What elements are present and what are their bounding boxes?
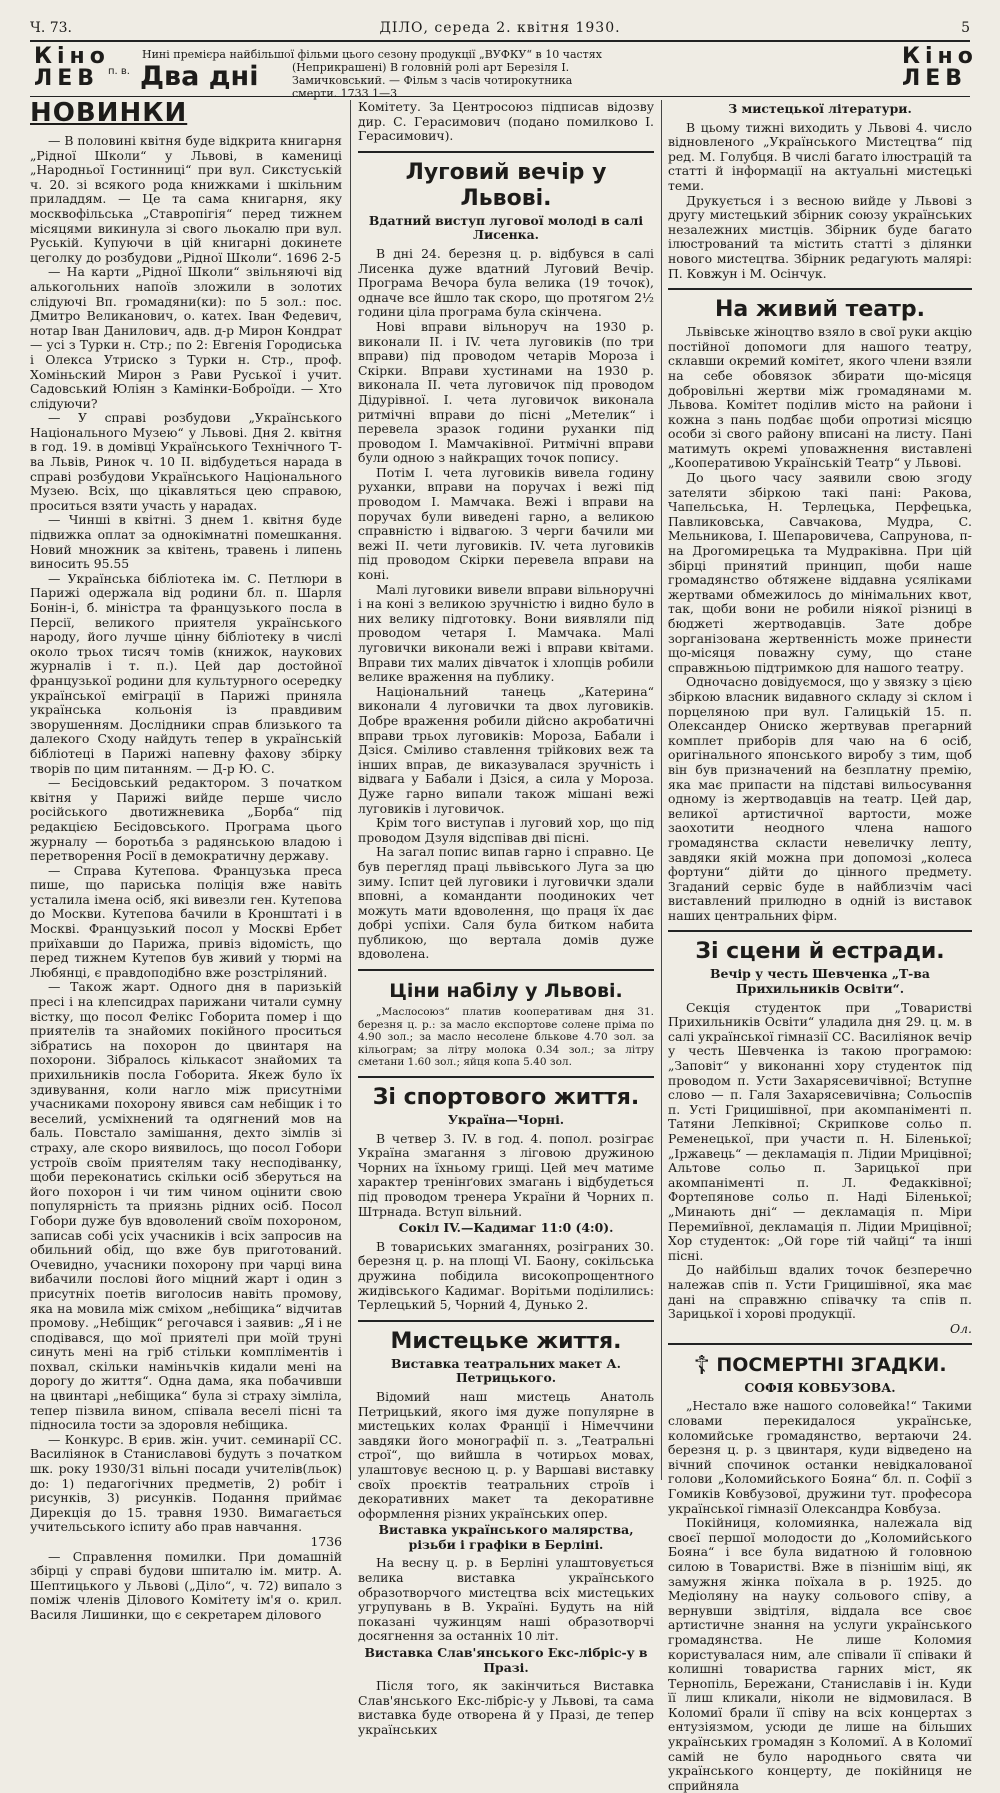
news-item: — На карти „Рідної Школи“ звільняючі від алькогольних напоїв зложили в золотих слідуючі Вп. громадяни(ки): по 5 зол.: пос. Дмитро Великанович, о. катех. Іван Федевич, нотар Іван Данилович, адв. д-р Мирон Кондрат — усі з Турки н. Стр.; по 2: Евгенія Городиська і Олекса Утриско з Турки н. Стр., проф. Хоміньский Мирон з Рави Руської і учит. Садовський Юліян з Камінки-Боброїди. — Хто слідуючи? <box>30 264 342 411</box>
article-paragraph: Потім І. чета луговиків вивела годину руханки, вправи на поручах і вежі під проводом І. Мамчака. Вежі і вправи на поручах були виведені гарно, а великою справністю і відвагою. З черги бачили ми вежі ІІ. чети луговиків. ІV. чета луговиків під проводом Скірки перевела вправи на коні. <box>358 464 654 583</box>
article-paragraph: До найбільш вдалих точок безперечно належав спів п. Усти Грицишівної, яка має дані на справжню співачку та спів п. Зарицької і хорові продукції. <box>668 1262 972 1322</box>
ad-number: 1736 <box>310 1534 342 1549</box>
masthead <box>30 18 970 42</box>
article-paragraph: Відомий наш мистець Анатоль Петрицький, якого імя дуже популярне в мистецьких колах Франції і Німеччини завдяки його монографії п. з. „Театральні строї“, що вийшла в чотирьох мовах, улаштовує весною ц. р. у Варшаві виставку своїх проєктів театральних строїв і декоративних макет та декоративне оформлення різних українських опер. <box>358 1388 654 1521</box>
column-middle <box>358 100 654 1738</box>
article-paragraph: Друкується і з весною вийде у Львові з другу мистецький збірник союзу українських незалежних мистців. Збірник буде багато ілюстрований та містить статті з ділянки нового мистецтва. Збірник редагують малярі: П. Ковжун і М. Осінчук. <box>668 192 972 281</box>
continued-text: Комітету. За Центросоюз підписав відозву дир. С. Герасимович (подано помилково І. Герасимович). <box>358 99 654 144</box>
article-paragraph: В цьому тижні виходить у Львові 4. число відновленого „Українського Мистецтва“ під ред. М. Голубця. В числі багато ілюстрацій та статті й інформації на актуальні мистецькі теми. <box>668 119 972 193</box>
news-item: — Українська бібліотека ім. С. Петлюри в Парижі одержала від родини бл. п. Шарля Бонін-і, б. міністра та французького посла в Персії, великого приятеля українського народу, його лучше цінну бібліотеку в числі около трьох тисяч томів (книжок, наукових журналів і т. п.). Цей дар достойної французької родини для культурного осередку української еміграції в Парижі приняла українська кольонія із правдивим зворушенням. Дослідники справ близького та далекого Сходу найдуть тепер в українській бібліотеці в Парижі напевну фахову збірку творів по цим питанням. — Д-р Ю. С. <box>30 570 342 776</box>
divider <box>668 930 972 932</box>
article-paragraph: В четвер 3. IV. в год. 4. попол. розіграє Україна змагання з ліговою дружиною Чорних на їхньому грищі. Цей меч матиме характер тренінґових змагань і відбудеться під проводом тренера України й Чорних п. Штрнада. Вступ вільний. <box>358 1130 654 1219</box>
kino-lev-left: Кіно ЛЕВ <box>34 44 110 91</box>
news-item: — Чинші в квітні. З днем 1. квітня буде підвижка оплат за однокімнатні помешкання. Новий множник за квітень, травень і липень виносить 95.55 <box>30 512 342 572</box>
article-subheading: Вечір у честь Шевченка „Т-ва Прихильників Освіти“. <box>710 966 930 997</box>
article-subheading: З мистецької літератури. <box>728 101 912 116</box>
article-paragraph: В товариських змаганнях, розіграних 30. березня ц. р. на площі VI. Баону, сокільська дружина побідила високопрощентного жидівського Кадимаг. Ворітьми поділились: Терлецький 5, Чорний 4, Дунько 2. <box>358 1238 654 1313</box>
ad-line-1: Нині премієра найбільшої фільми цього сезону продукції „ВУФКУ“ в 10 частях <box>142 48 602 61</box>
article-heading: Зі спортового життя. <box>372 1085 640 1111</box>
news-item: — Справлення помилки. При домашній збірці у справі будови шпиталю ім. митр. А. Шептицького у Львові („Діло“, ч. 72) випало з поміж членів Ділового Комітету ім'я о. крил. Василя Лишинки, що є секретарем ділового <box>30 1548 342 1622</box>
article-paragraph: Національний танець „Катерина“ виконали 4 луговички та двох луговиків. Добре враження робили дійсно акробатичні вправи трьох луговиків: Мороза, Бабали і Дзіся. Сміливо ставлення трійкових веж та інших вправ, де виказувалася зручність і відвага у Бабали і Дзіся, а сила у Мороза. Дуже гарно випали також мішані вежі луговиків і луговичок. <box>358 683 654 816</box>
article-paragraph: „Маслосоюз“ платив кооперативам дня 31. березня ц. р.: за масло експортове солене пріма по 4.90 зол.; за масло несолене блькове 4.70 зол. за кільограм; за літру молока 0.34 зол.; за літру сметани 1.60 зол.; яйця копа 5.40 зол. <box>358 1006 654 1069</box>
news-item: — Бесідовський редактором. З початком квітня у Парижі вийде перше число російського двотижневика „Борба“ під редакцією Бесідовського. Програма цього журналу — боротьба з радянською владою і перетворення Росії в демократичну державу. <box>30 775 342 864</box>
news-item: — Також жарт. Одного дня в паризькій пресі і на клепсидрах парижани читали сумну вістку, що посол Фелікс Гоборита помер і що приятелів та знайомих покійного проситься зібратись на похорон до цвинтаря на похорони. Зібралось кількасот знайомих та прихильників посла Гоборита. Якеж було їх здивування, коли нагло між присутніми учасниками похорону явився сам небіщик і то веселий, усміхнений та одягнений мов на баль. Повстало замішання, дехто зімлів зі страху, але скоро виявилось, що посол Гобори устроїв своїм приятелям таку несподіванку, щоби переконатись скільки осіб зберуться на його похорон і чи тим чином оцінити свою популярність та приязнь рідних осіб. Посол Гобори дуже був вдоволений своїм похороном, записав собі усіх учасників і всіх запросив на обильний обід, що вже був приготований. Очевидно, учасники похорону при чарці вина вибачили послові його міцний жарт і один з присутніх поетів виголосив навіть промову, яка на мовила між сміхом „небіщика“ відчитав промову. „Небіщик“ регочався і заявив: „Я і не сподівався, що мої приятелі при моїй труні синуть мені на гріб стільки компліментів і похвал, скільки наміньчків кидали мені на дорогу до життя“. Одна дама, яка побачивши на цвинтарі „небіщика“ була зі страху зімліла, тепер пізвила вином, співала веселі пісні та підносила тости за здоровля небіщика. <box>30 979 342 1433</box>
obituary-heading <box>668 1352 972 1379</box>
article-subheading: Сокіл IV.—Кадимаг 11:0 (4:0). <box>398 1220 614 1236</box>
article-paragraph: Секція студенток при „Товаристві Прихильників Освіти“ уладила дня 29. ц. м. в салі української гімназії СС. Василіянок вечір у честь Шевченка із такою програмою: „Заповіт“ у виконанні хору студенток під проводом п. Усти Захарясевичівної; Вступне слово — п. Галя Захарясевичівна; Сольоспів п. Усті Грицишівної, при акомпаніменті п. Татяни Лепківної; Скрипкове сольо п. Ременецької, при участи п. Н. Біленької; „Іржавець“ — декламація п. Лідии Мрицівної; Альтове сольо п. Зарицької при акомпаніменті п. Л. Федакківної; Фортепянове сольо п. Наді Біленької; „Минають дні“ — декламація п. Міри Перемиївної, декламація п. Лідии Мрицівної; Хор студенток: „Ой горе тій чайці“ та інші пісні. <box>668 999 972 1263</box>
news-item: — В половині квітня буде відкрита книгарня „Рідної Школи“ у Львові, в камениці „Народньої Гостинниці“ при вул. Сикстуській ч. 20. зі всякого рода книжками і шкільним приладдям. — Це та сама книгарня, яку москвофільська „Ставропігія“ перед тижнем місяцями викинула зі свого льокалю при вул. Руській. Купуючи в цій книгарні докинете цеголку до розбудови „Рідної Школи“. 1696 2-5 <box>30 133 342 265</box>
news-item: — Справа Кутепова. Французька преса пише, що париська поліція вже навіть усталила імена осіб, які вивезли ген. Кутепова до Москви. Кутепова бачили в Кронштаті і в Москві. Французький посол у Москві Ербет приїхавши до Парижа, привіз відомість, що перед тижнем Кутепов був живий у тюрмі на Любянці, є правдоподібно вже розстріляний. <box>30 862 342 980</box>
section-heading-news: НОВИНКИ <box>30 98 188 128</box>
article-paragraph: Після того, як закінчиться Виставка Слав'янського Екс-лібріс-у у Львові, та сама виставка буде отворена й у Празі, де тепер українських <box>358 1678 654 1737</box>
divider <box>358 969 654 971</box>
signature: Ол. <box>950 1320 972 1336</box>
orthodox-cross-icon: ☦ <box>693 1350 711 1381</box>
article-paragraph: Покійниця, коломиянка, належала від своєї першої молодости до „Коломийського Бояна“ і все була видатною й головною силою в Товаристві. Вже в пізнішім віці, як замужня жінка поїхала в р. 1925. до Медіоляну на науку сольового співу, а вернувши звідтіля, віддала все своє артистичне знання на услуги українського громадянства. Не лише Коломия користувалася ним, але співали її співаки й колишні товариства гарних міст, як Тернопіль, Бережани, Станиславів і ін. Куди її лиш кликали, ніколи не відмовилася. В Коломиї брали її співу на всіх концертах з ентузіязмом, усюди де лише на більших українських громадян з Коломиї. А в Коломиї самій не було народнього свята чи українського концерту, де покійниця не сприйняла <box>668 1515 972 1793</box>
article-paragraph: Одночасно довідуємося, що у звязку з цією збіркою власник видавного складу зі склом і порцеляною при вул. Галицькій 15. п. Олександер Ониско жертвував прегарний комплет приборів для чаю на 6 осіб, оригінального японського виробу з тим, щоб він був призначений на безплатну премію, яка має припасти на підставі вильосування одному із жертводавців на театр. Цей дар, великої артистичної вартости, може заохотити неодного члена нашого громадянства скласти невеличку лепту, завдяки якій можна при допомозі „колеса фортуни“ дійти до цінного предмету. Згаданий сервіс буде в найблизчім часі виставлений прилюдно в одній із виставок наших центральних фірм. <box>668 674 972 923</box>
article-paragraph: В дні 24. березня ц. р. відбувся в салі Лисенка дуже вдатний Луговий Вечір. Програма Вечора була велика (19 точок), одначе все йшло так скоро, що протягом 2½ години ціла програма була скінчена. <box>358 245 654 320</box>
article-paragraph: На весну ц. р. в Берліні улаштовується велика виставка українського образотворчого мистецтва всіх мистецьких угрупувань в В. Україні. Будуть на ній показані чужинцям наші образотворчі досягнення за останніх 10 літ. <box>358 1555 654 1644</box>
article-paragraph: Львівське жіноцтво взяло в свої руки акцію постійної допомоги для нашого театру, склавши окремий комітет, якого члени взяли на себе обовязок збирати що-місяця добровільні жертви між громадянами м. Львова. Комітет поділив місто на райони і кожна з пань подбає щоби опротизі місяцю особи зі свого району вписані на листу. Пані матимуть окремі уповажнення виставлені „Кооперативою Українській Театр“ у Львові. <box>668 324 973 471</box>
article-paragraph: До цього часу заявили свою згоду зателяти збіркою такі пані: Ракова, Чапельська, Н. Терлецька, Перфецька, Павликовська, Савчакова, Мудра, С. Мельникова, І. Шепаровичева, Сапрунова, п-на Дрогомирецька та Мудраківна. При цій збірці принятий принцип, щоби наше громадянство обтяжене віддавна усяліками жертвами обмежилось до мінімальних квот, так, щоби вони не робили ніякої різниці в бюджеті жертводавців. Зате добре зорганізована жертвенність може принести що-місяця поважну суму, що стане справжньою підтримкою для нашого театру. <box>668 470 972 675</box>
article-paragraph: На загал попис випав гарно і справно. Це був перегляд праці львівського Луга за цю зиму. Іспит цей луговики і луговички здали вповні, а команданти поодиноких чет можуть мати вдоволення, що праця їх дає добрі успіхи. Саля була битком набита публикою, що вертала домів дуже вдоволена. <box>358 844 654 962</box>
news-item: — Конкурс. В єрив. жін. учит. семинарії СС. Василіянок в Станиславові будуть з початком шк. року 1930/31 вільні посади учителів(льок) до: 1) педагогічних предметів, 2) робіт і рисунків, 3) рисунків. Подання приймає Дирекція до 15. травня 1930. Вимагається учительського іспиту або прав навчання. <box>30 1431 342 1535</box>
page-number: 5 <box>961 20 970 36</box>
article-paragraph: „Нестало вже нашого соловейка!“ Такими словами перекидалося українське, коломийське громадянство, вертаючи 24. березня ц. р. з цвинтаря, куди відведено на вічний спочинок останки невідкалованої голови „Коломийського Бояна“ бл. п. Софії з Гомиків Ковбузової, дружини тут. професора української гімназії Олександра Ковбуза. <box>668 1398 972 1516</box>
article-heading: Мистецьке життя. <box>390 1328 622 1354</box>
divider <box>358 1076 654 1078</box>
column-news <box>30 100 342 1623</box>
divider <box>668 1343 972 1345</box>
article-subheading: СОФІЯ КОВБУЗОВА. <box>744 1379 896 1395</box>
ad-pv: п. в. <box>108 66 130 77</box>
article-subheading: Виставка Слав'янського Екс-лібріс-у в Празі. <box>364 1645 648 1675</box>
cinema-advertisement <box>30 44 978 100</box>
article-paragraph: Малі луговики вивели вправи вільноручні і на коні з великою зручністю і видно було в них велику підготовку. Вони виявляли під проводом четаря І. Мамчака. Малі луговички виконали вежі і вправи квітами. Вправи тих малих дівчаток і хлопців робили велике враження на публику. <box>358 581 654 685</box>
news-item: — У справі розбудови „Українського Національного Музею“ у Львові. Дня 2. квітня в год. 19. в домівці Українського Технічного Т-ва Львів, Ринок ч. 10 II. відбудеться нарада в справі розбудови Українського Національного Музею. Всіх, що цікавляться цею справою, проситься взяти участь у нарадах. <box>30 410 342 513</box>
paper-title-date: ДІЛО, середа 2. квітня 1930. <box>379 20 621 36</box>
article-paragraph: Крім того виступав і луговий хор, що під проводом Дзуля відспівав дві пісні. <box>358 815 654 845</box>
film-title: Два дні <box>140 61 259 92</box>
column-divider <box>350 100 351 1480</box>
article-subheading: Україна—Чорні. <box>447 1112 565 1128</box>
ad-line-2: (Неприкрашені) В головній ролі арт Березіля І. Замичковський. — Фільм з часів чотирокутника смерти. 1733 1—3 <box>292 61 573 100</box>
article-heading: Зі сцени й естради. <box>695 939 945 965</box>
divider <box>668 288 972 290</box>
kino-lev-right: Кіно ЛЕВ <box>902 44 978 91</box>
column-right <box>668 100 972 1793</box>
article-subheading: Виставка театральних макет А. Петрицького. <box>391 1355 621 1386</box>
column-divider <box>661 100 662 1480</box>
article-subheading: Виставка українського малярства, різьби і графіки в Берліні. <box>378 1522 634 1552</box>
article-heading: На живий театр. <box>714 297 925 323</box>
article-heading: Луговий вечір у Львові. <box>405 159 607 211</box>
divider <box>358 1320 654 1322</box>
obituary-heading-text: ПОСМЕРТНІ ЗГАДКИ. <box>716 1354 947 1377</box>
article-paragraph: Нові вправи вільноруч на 1930 р. виконали ІІ. і ІV. чета луговиків (по три вправи) під проводом четарів Мороза і Скірки. Вправи хустинами на 1930 р. виконала ІІ. чета луговичок під проводом Дідурівної. І. чета луговичок виконала ритмічні вправи до пісні „Метелик“ і перевела зразок години руханки під проводом І. Мамчаківної. Ритмічні вправи були одною з найкращих точок попису. <box>358 318 654 466</box>
article-heading: Ціни набілу у Львові. <box>389 980 623 1003</box>
issue-number: Ч. 73. <box>30 20 72 36</box>
divider <box>358 151 654 153</box>
article-subheading: Вдатний виступ лугової молоді в салі Лисенка. <box>368 212 644 243</box>
